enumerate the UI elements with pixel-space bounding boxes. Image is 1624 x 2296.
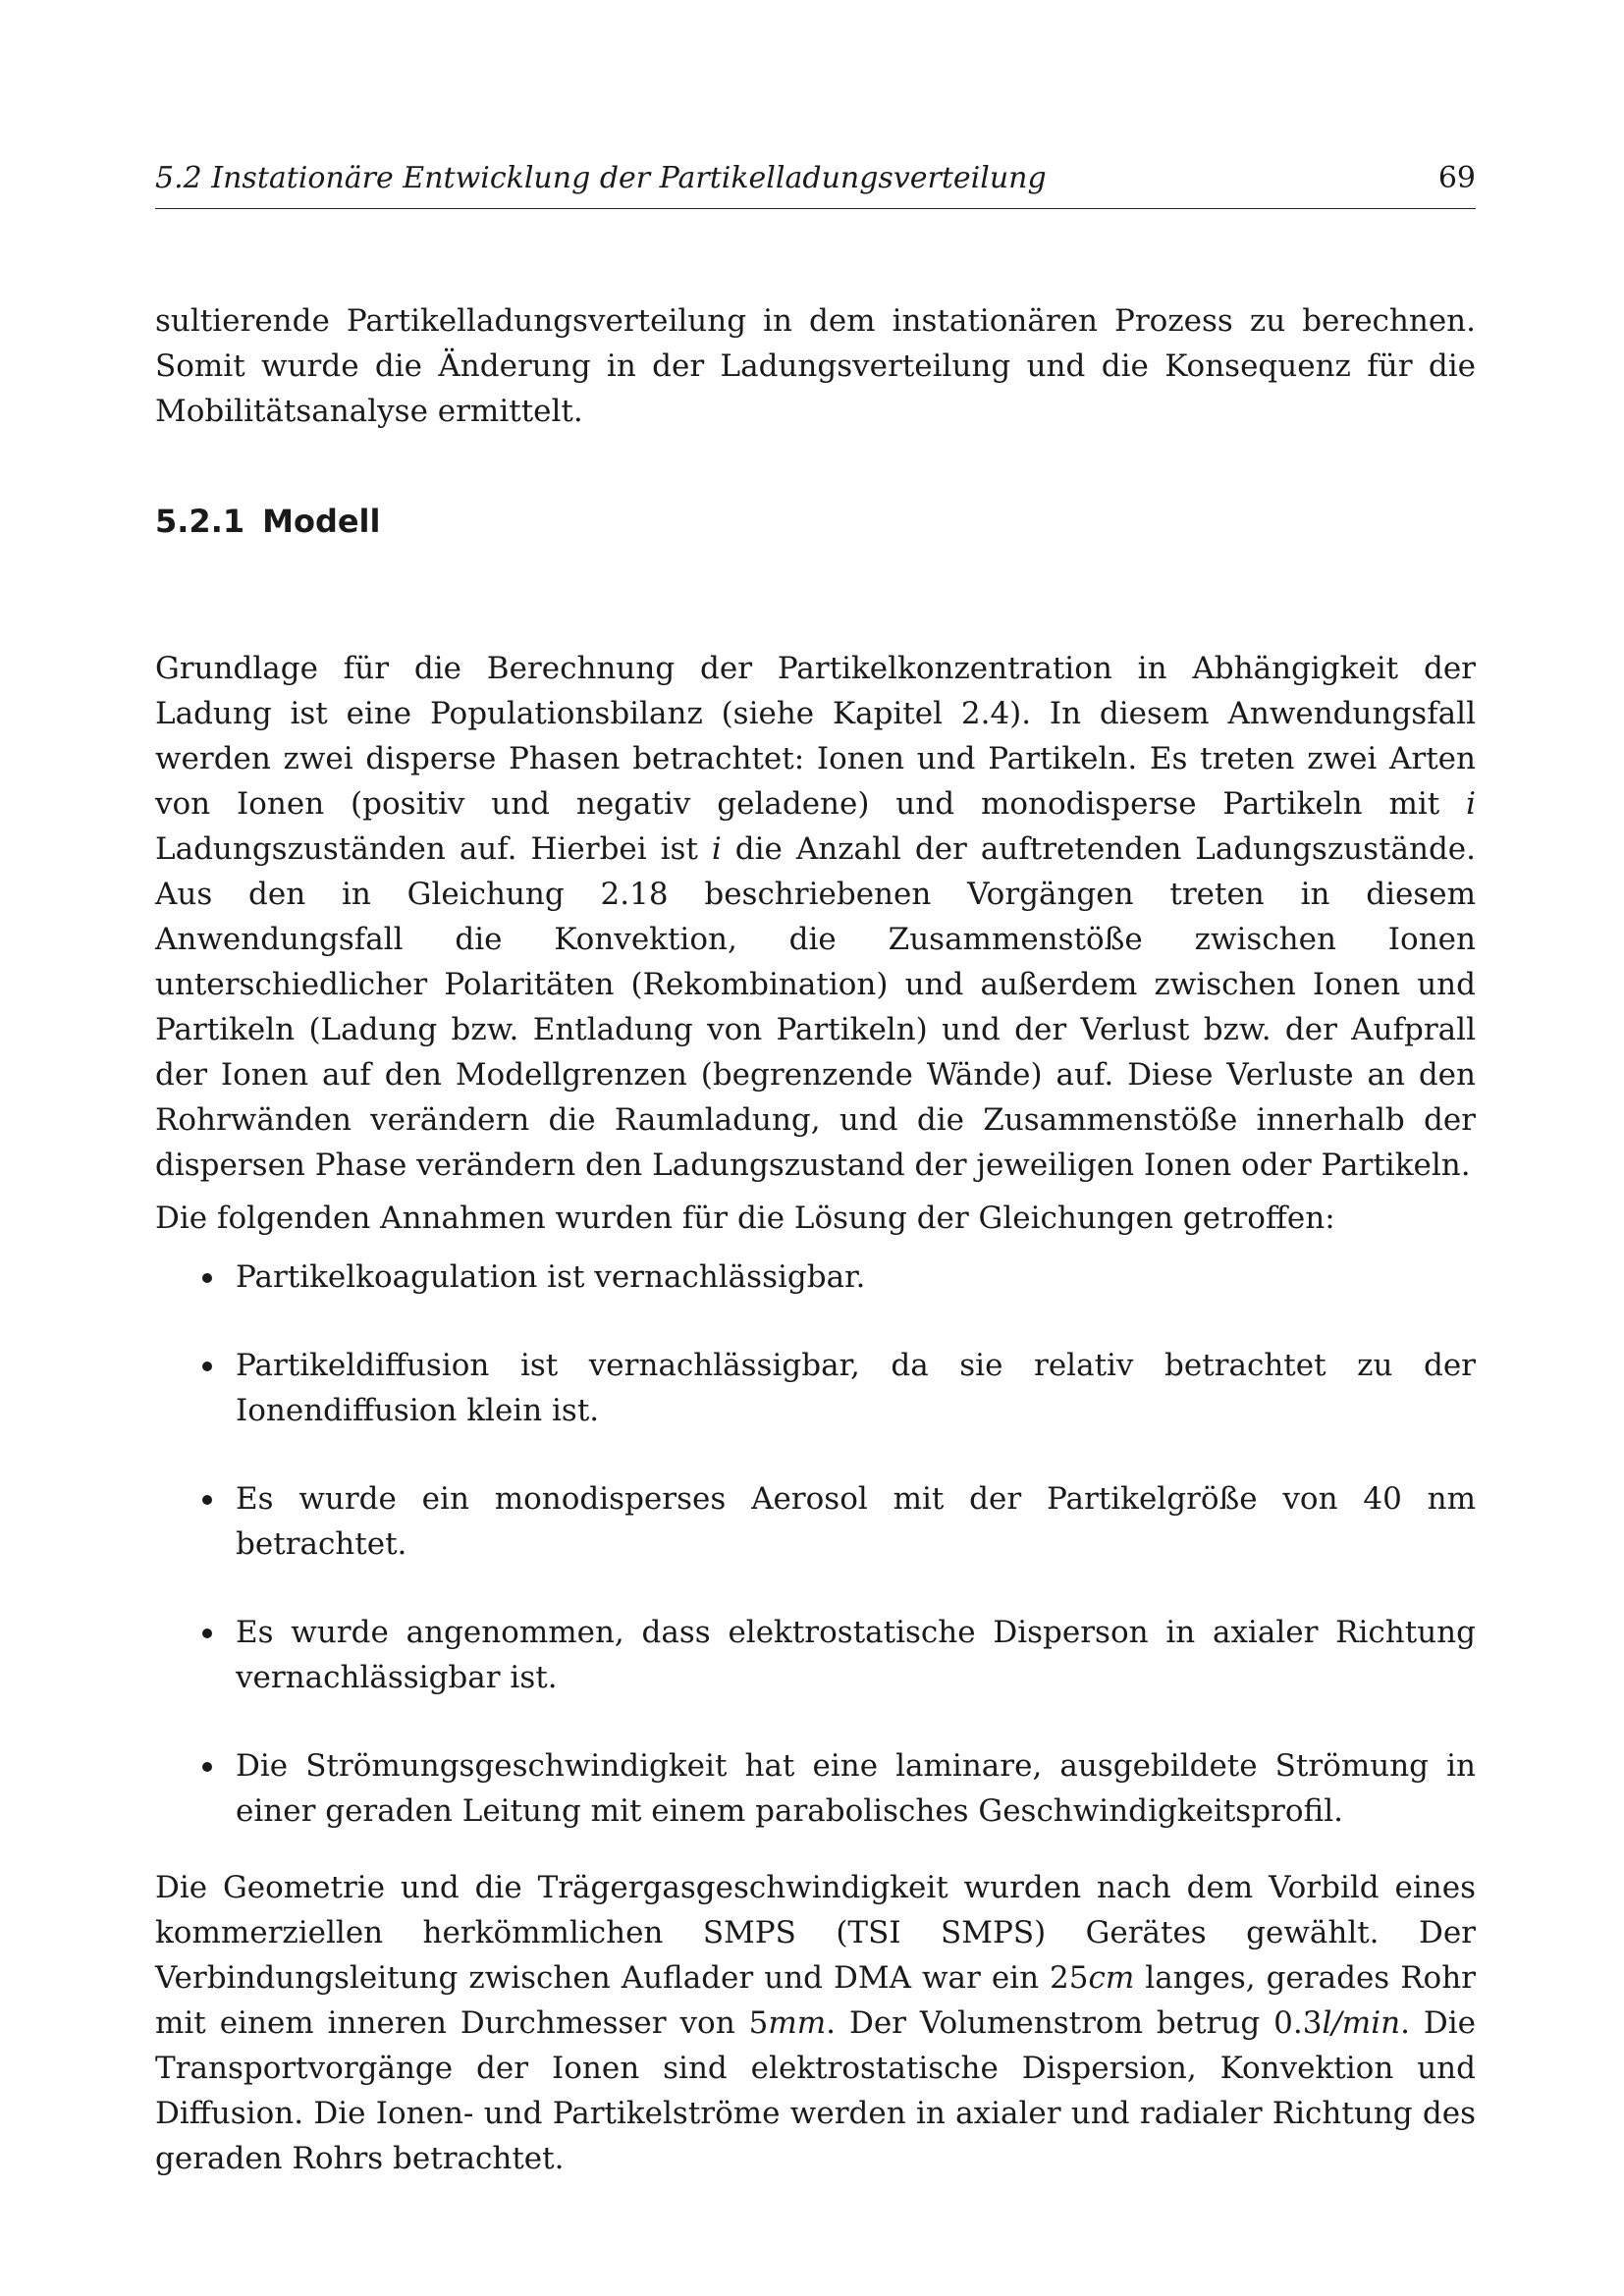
list-item (155, 1343, 1476, 1433)
list-item (155, 1610, 1476, 1700)
page-number: 69 (1437, 161, 1476, 195)
paragraph-model (155, 646, 1476, 1188)
list-item-text: Partikeldiffusion ist vernachlässigbar, da sie relativ betrachtet zu der Ionendiffusion klein ist. (236, 1348, 1476, 1428)
bullet-icon (202, 1495, 212, 1505)
list-item (155, 1255, 1476, 1300)
paragraph-intro: sultierende Partikelladungsverteilung in dem instationären Prozess zu berechnen. Somit wurde die Änderung in der Ladungsverteilung und die Konsequenz für die Mobilitätsanalyse ermittelt. (155, 303, 1476, 429)
list-item-text: Es wurde angenommen, dass elektrostatische Disperson in axialer Richtung vernachlässigbar ist. (236, 1615, 1476, 1695)
unit-l-per-min: l/min (1322, 2005, 1401, 2041)
section-title: Modell (262, 503, 381, 540)
assumptions-list (155, 1255, 1476, 1877)
bullet-icon (202, 1362, 212, 1371)
paragraph-geometry-part4: . Die Transportvorgänge der Ionen sind elektrostatische Dispersion, Konvektion und Diffusion. Die Ionen- und Partikelströme werden in axialer und radialer Richtung des geraden Rohrs betrachtet. (155, 2005, 1476, 2176)
list-item (155, 1476, 1476, 1567)
unit-mm: mm (768, 2005, 827, 2041)
paragraph-geometry-part3: . Der Volumenstrom betrug 0.3 (826, 2005, 1323, 2041)
bullet-icon (202, 1273, 212, 1283)
list-item-text: Es wurde ein monodisperses Aerosol mit der Partikelgröße von 40 nm betrachtet. (236, 1481, 1476, 1562)
section-number: 5.2.1 (155, 503, 245, 540)
section-heading (155, 503, 380, 540)
paragraph-geometry-part2: langes, gerades Rohr mit einem inneren Durchmesser von 5 (155, 1960, 1476, 2041)
list-item (155, 1743, 1476, 1834)
paragraph-model-part2: Ladungszuständen auf. Hierbei ist (155, 831, 712, 867)
paragraph-model-part3: die Anzahl der auftretenden Ladungszustände. Aus den in Gleichung 2.18 beschriebenen Vorgängen treten in diesem Anwendungsfall die Konvektion, die Zusammenstöße zwischen Ionen unterschiedlicher Polaritäten (Rekombination) und außerdem zwischen Ionen und Partikeln (Ladung bzw. Entladung von Partikeln) und der Verlust bzw. der Aufprall der Ionen auf den Modellgrenzen (begrenzende Wände) auf. Diese Verluste an den Rohrwänden verändern die Raumladung, und die Zusammenstöße innerhalb der dispersen Phase verändern den Ladungszustand der jeweiligen Ionen oder Partikeln. (155, 831, 1476, 1183)
list-item-text: Partikelkoagulation ist vernachlässigbar. (236, 1259, 866, 1295)
list-item-text: Die Strömungsgeschwindigkeit hat eine laminare, ausgebildete Strömung in einer geraden Leitung mit einem parabolisches Geschwindigkeitsprofil. (236, 1748, 1476, 1829)
math-variable-i: i (711, 831, 722, 867)
math-variable-i: i (1466, 786, 1476, 822)
paragraph-model-part1: Grundlage für die Berechnung der Partikelkonzentration in Abhängigkeit der Ladung ist eine Populationsbilanz (siehe Kapitel 2.4). In diesem Anwendungsfall werden zwei disperse Phasen betrachtet: Ionen und Partikeln. Es treten zwei Arten von Ionen (positiv und negativ geladene) und monodisperse Partikeln mit (155, 651, 1476, 822)
bullet-icon (202, 1629, 212, 1638)
unit-cm: cm (1088, 1960, 1135, 1996)
running-header (155, 157, 1476, 209)
paragraph-assumptions-intro: Die folgenden Annahmen wurden für die Lösung der Gleichungen getroffen: (155, 1201, 1335, 1236)
running-title: 5.2 Instationäre Entwicklung der Partikelladungsverteilung (155, 161, 1047, 195)
paragraph-geometry (155, 1865, 1476, 2181)
bullet-icon (202, 1762, 212, 1772)
paragraph-geometry-part1: Die Geometrie und die Trägergasgeschwindigkeit wurden nach dem Vorbild eines kommerziellen herkömmlichen SMPS (TSI SMPS) Gerätes gewählt. Der Verbindungsleitung zwischen Auflader und DMA war ein 25 (155, 1870, 1476, 1996)
